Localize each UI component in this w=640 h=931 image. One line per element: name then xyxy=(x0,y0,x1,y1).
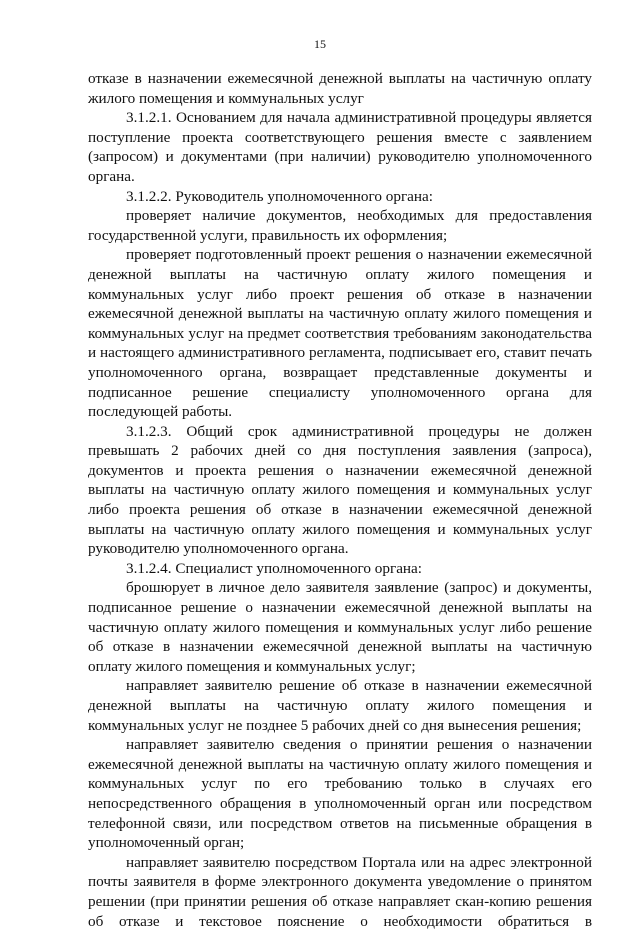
paragraph-3-1-2-3: 3.1.2.3. Общий срок административной процедуры не должен превышать 2 рабочих дней со дня поступления заявления (запроса), документов и проекта решения о назначении ежемесячной денежной выплаты на частичную оплату жилого помещения и коммунальных услуг либо проекта решения об отказе в назначении ежемесячной денежной выплаты на частичную оплату жилого помещения и коммунальных услуг руководителю уполномоченного органа. xyxy=(88,422,592,558)
document-body xyxy=(88,69,592,931)
paragraph-binds-documents: брошюрует в личное дело заявителя заявление (запрос) и документы, подписанное решение о назначении ежемесячной денежной выплаты на частичную оплату жилого помещения и коммунальных услуг либо решение об отказе в назначении ежемесячной денежной выплаты на частичную оплату жилого помещения и коммунальных услуг; xyxy=(88,579,592,675)
paragraph-3-1-2-4: 3.1.2.4. Специалист уполномоченного органа: xyxy=(126,559,423,577)
paragraph-sends-refusal: направляет заявителю решение об отказе в назначении ежемесячной денежной выплаты на частичную оплату жилого помещения и коммунальных услуг не позднее 5 рабочих дней со дня вынесения решения; xyxy=(88,677,592,734)
paragraph-sends-notification: направляет заявителю посредством Портала или на адрес электронной почты заявителя в форме электронного документа уведомление о принятом решении (при принятии решения об отказе направляет скан-копию решения об отказе и текстовое пояснение о необходимости обратиться в xyxy=(88,853,592,930)
paragraph-3-1-2-1: 3.1.2.1. Основанием для начала административной процедуры является поступление проекта соответствующего решения вместе с заявлением (запросом) и документами (при наличии) руководителю уполномоченного органа. xyxy=(88,109,592,185)
paragraph-check-draft-decision: проверяет подготовленный проект решения о назначении ежемесячной денежной выплаты на частичную оплату жилого помещения и коммунальных услуг либо проект решения об отказе в назначении ежемесячной денежной выплаты на частичную оплату жилого помещения и коммунальных услуг на предмет соответствия требованиям законодательства и настоящего административного регламента, подписывает его, ставит печать уполномоченного органа, возвращает представленные документы и подписанное решение специалисту уполномоченного органа для последующей работы. xyxy=(88,246,592,421)
paragraph-check-documents: проверяет наличие документов, необходимых для предоставления государственной услуги, правильность их оформления; xyxy=(88,207,592,244)
page-number: 15 xyxy=(314,37,326,51)
paragraph-continuation: отказе в назначении ежемесячной денежной выплаты на частичную оплату жилого помещения и коммунальных услуг xyxy=(88,70,592,107)
paragraph-3-1-2-2: 3.1.2.2. Руководитель уполномоченного органа: xyxy=(126,187,434,205)
paragraph-sends-info: направляет заявителю сведения о принятии решения о назначении ежемесячной денежной выплаты на частичную оплату жилого помещения и коммунальных услуг по его требованию только в случаях его непосредственного обращения в уполномоченный орган или посредством телефонной связи, или посредством ответов на письменные обращения в уполномоченный орган; xyxy=(88,736,592,852)
